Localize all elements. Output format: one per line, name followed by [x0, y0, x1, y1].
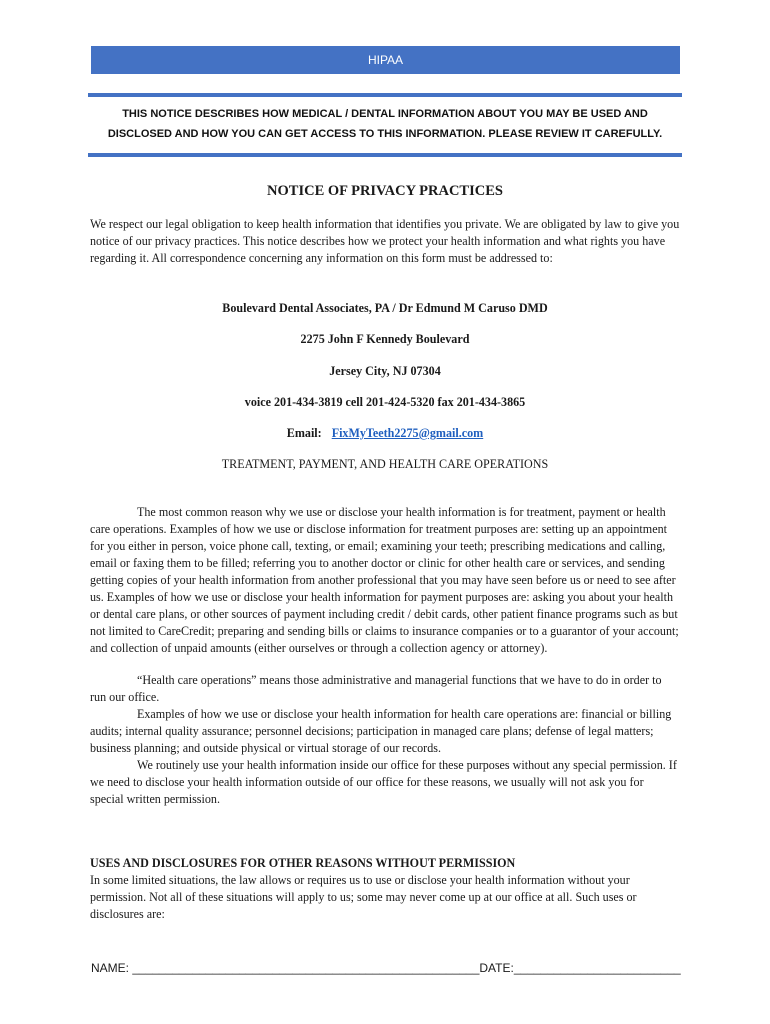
practice-phones: voice 201-434-3819 cell 201-424-5320 fax 201-434-3865 — [244, 395, 526, 409]
tpo-paragraph-4: We routinely use your health information inside our office for these purposes without any special permission. If we need to disclose your health information outside of our office for these reasons, we usually will not ask you for special written permission. — [90, 758, 677, 806]
email-label: Email: — [286, 426, 322, 440]
tpo-paragraph-2: “Health care operations” means those administrative and managerial functions that we have to do in order to run our office. — [90, 673, 662, 704]
email-link[interactable]: FixMyTeeth2275@gmail.com — [331, 426, 484, 440]
page-title: NOTICE OF PRIVACY PRACTICES — [267, 183, 503, 199]
other-heading: USES AND DISCLOSURES FOR OTHER REASONS WITHOUT PERMISSION — [90, 856, 516, 870]
notice-statement — [88, 104, 682, 144]
name-label: NAME: — [91, 961, 133, 975]
name-field[interactable]: ____________________________________________________ — [132, 961, 480, 975]
other-paragraph: In some limited situations, the law allows or requires us to use or disclose your health information without your permission. Not all of these situations will apply to us; some may never come up at our office at all. Such uses or disclosures are: — [90, 873, 637, 921]
date-field[interactable]: _________________________ — [513, 961, 681, 975]
date-label: DATE: — [479, 961, 514, 975]
notice-line-2: DISCLOSED AND HOW YOU CAN GET ACCESS TO THIS INFORMATION. PLEASE REVIEW IT CAREFULLY. — [107, 128, 663, 140]
intro-paragraph: We respect our legal obligation to keep health information that identifies you private. We are obligated by law to give you notice of our privacy practices. This notice describes how we protect your health information and what rights you have regarding it. All correspondence concerning any information on this form must be addressed to: — [90, 217, 680, 265]
signature-footer — [91, 961, 691, 975]
notice-line-1: THIS NOTICE DESCRIBES HOW MEDICAL / DENTAL INFORMATION ABOUT YOU MAY BE USED AND — [122, 108, 648, 120]
practice-city: Jersey City, NJ 07304 — [329, 364, 441, 378]
practice-street: 2275 John F Kennedy Boulevard — [300, 332, 470, 346]
bottom-divider — [88, 153, 682, 157]
tpo-paragraph-3: Examples of how we use or disclose your health information for health care operations are: financial or billing audits; internal quality assurance; personnel decisions; participation in managed care plans; defense of legal matters; business planning; and outside physical or virtual storage of our records. — [90, 707, 672, 755]
tpo-paragraph-1: The most common reason why we use or disclose your health information is for treatment, payment or health care operations. Examples of how we use or disclose information for treatment purposes are: setting up an appointment for you either in person, voice phone call, texting, or email; examining your teeth; prescribing medications and calling, email or faxing them to be filled; referring you to another doctor or clinic for other health care or services, and sending getting copies of your health information from another professional that you may have seen before us or need to see after us. Examples of how we use or disclose your health information for payment purposes are: asking you about your health or dental care plans, or other sources of payment including credit / debit cards, other patient finance programs such as but not limited to CareCredit; preparing and sending bills or claims to insurance companies or to a guarantor of your account; and collection of unpaid amounts (either ourselves or through a collection agency or attorney). — [90, 505, 679, 655]
practice-name: Boulevard Dental Associates, PA / Dr Edmund M Caruso DMD — [222, 301, 548, 315]
tpo-heading: TREATMENT, PAYMENT, AND HEALTH CARE OPERATIONS — [221, 457, 549, 471]
top-divider — [88, 93, 682, 97]
banner-label: HIPAA — [367, 53, 404, 67]
practice-email-row — [90, 426, 680, 441]
hipaa-banner — [91, 46, 680, 74]
